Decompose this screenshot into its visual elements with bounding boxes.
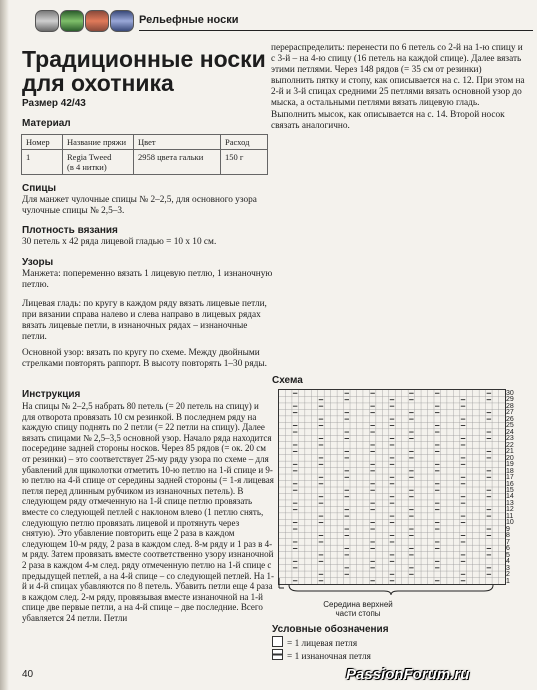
- pattern-stockinette: Лицевая гладь: по кругу в каждом ряду вязать лицевые петли, при вязании справа налево и слева направо в лицевых рядах вязать лицевые петли, в изнаночных рядах – изнаночные петли.: [22, 299, 267, 343]
- column-header: Цвет: [134, 135, 221, 150]
- yarn-swatch: [85, 10, 109, 32]
- yarn-swatch: [60, 10, 84, 32]
- row-number: 11: [506, 512, 514, 520]
- table-cell: [63, 150, 134, 175]
- schema-heading: Схема: [272, 375, 303, 386]
- material-table: [21, 134, 268, 175]
- yarn-name: Regia Tweed: [67, 152, 112, 162]
- section-header: Рельефные носки: [139, 14, 239, 26]
- row-number: 4: [506, 558, 510, 566]
- size-label: Размер 42/43: [22, 98, 86, 109]
- knitting-chart: [278, 389, 506, 585]
- center-bracket: [288, 585, 494, 595]
- instructions-heading: Инструкция: [22, 389, 81, 400]
- row-number: 13: [506, 499, 514, 507]
- density-text: 30 петель x 42 ряда лицевой гладью = 10 x 10 см.: [22, 237, 217, 247]
- density-heading: Плотность вязания: [22, 225, 118, 236]
- needles-text: Для манжет чулочные спицы № 2–2,5, для основного узора чулочные спицы № 2,5–3.: [22, 195, 257, 217]
- table-cell: 1: [22, 150, 63, 175]
- legend-purl: [272, 649, 371, 662]
- legend-heading: Условные обозначения: [272, 624, 389, 635]
- row-number: 8: [506, 532, 510, 540]
- row-number: 15: [506, 487, 514, 494]
- needles-heading: Спицы: [22, 183, 57, 194]
- row-number: 3: [506, 564, 510, 572]
- row-number: 19: [506, 461, 514, 469]
- legend-knit: [272, 636, 357, 649]
- row-number: 14: [506, 493, 514, 501]
- row-number: 23: [506, 435, 514, 443]
- watermark: PassionForum.ru: [346, 666, 470, 683]
- row-number: 10: [506, 519, 514, 527]
- column-header: Расход: [221, 135, 268, 150]
- page-edge: [0, 0, 9, 690]
- column-header: Номер: [22, 135, 63, 150]
- legend-knit-label: = 1 лицевая петля: [287, 639, 358, 649]
- row-number: 28: [506, 402, 514, 410]
- row-number: 12: [506, 506, 514, 514]
- yarn-swatch: [110, 10, 134, 32]
- instructions-continuation: перераспределить: перенести по 6 петель со 2-й на 1-ю спицу и с 3-й – на 4-ю спицу (16 петель на каждой спице). Далее вязать этими петлями. Через 148 рядов (= 35 см от резинки) выполнить пятку и стопу, как описывается на с. 12. При этом на 2-й и 3-й спицах средними 25 петлями вязать основной узор до мыска, а остальными петлями вязать лицевую гладь. Выполнить мысок, как описывается на с. 14. Второй носок связать аналогично.: [271, 43, 525, 131]
- pattern-cuff: Манжета: попеременно вязать 1 лицевую петлю, 1 изнаночную петлю.: [22, 269, 273, 291]
- row-number: 29: [506, 396, 514, 404]
- row-number: 25: [506, 422, 514, 430]
- table-cell: 150 г: [221, 150, 268, 175]
- row-number: 2: [506, 571, 510, 579]
- repeat-arrow-icon: [278, 578, 285, 590]
- row-number: 17: [506, 474, 514, 482]
- row-number: 18: [506, 467, 514, 475]
- row-number: 21: [506, 448, 514, 456]
- row-number: 27: [506, 409, 514, 417]
- row-number: 30: [506, 390, 514, 397]
- material-heading: Материал: [22, 118, 71, 129]
- pattern-main: Основной узор: вязать по кругу по схеме. Между двойными стрелками повторять раппорт. В высоту повторять 1–30 ряды.: [22, 348, 267, 370]
- row-number: 22: [506, 441, 514, 449]
- column-header: Название пряжи: [63, 135, 134, 150]
- row-number: 7: [506, 538, 510, 546]
- yarn-swatch: [35, 10, 59, 32]
- legend-purl-label: = 1 изнаночная петля: [287, 652, 371, 662]
- chart-center-label: Середина верхней части стопы: [323, 600, 393, 618]
- purl-symbol-icon: [272, 649, 283, 660]
- page-number: 40: [22, 669, 34, 680]
- row-number: 16: [506, 480, 514, 488]
- row-number: 20: [506, 454, 514, 462]
- table-cell: 2958 цвета гальки: [134, 150, 221, 175]
- row-number: 9: [506, 525, 510, 533]
- table-row: [22, 150, 268, 175]
- yarn-note: (в 4 нитки): [67, 162, 107, 172]
- row-number: 5: [506, 551, 510, 559]
- page-title: Традиционные носки для охотника: [22, 46, 266, 96]
- knit-symbol-icon: [272, 636, 283, 647]
- instructions-text: На спицы № 2–2,5 набрать 80 петель (= 20 петель на спицу) и для отворота провязать 10 см резинкой. В последнем ряду на каждую спицу поднять по 2 петли (= 22 петли на спицу). Далее вязать спицами № 2,5–3,5 основной узор. Начало ряда находится посередине задней стороны носков. Через 85 рядов (= ок. 20 см от резинки) – это соответствует 25-му ряду узора по схеме – для убавлений для щиколотки отметить 10-ю петлю на 1-й спице и 9-ю петлю на 4-й спице от середины задней стороны (= 1-я лицевая петля перед длинным рубчиком из изнаночных петель). В следующем ряду отмеченную на 1-й спице петлю провязать вместе со следующей петлей с наклоном влево (1 петлю снять, следующую петлю провязать лицевой и протянуть через снятую). Это убавление повторить еще 2 раза в каждом следующем 10-м ряду, 2 раза в каждом след. 8-м ряду и 1 раз в 4-м ряду. Затем провязать вместе соответственно узору изнаночной 2 раза в каждом 4-м след. ряду отмеченную петлю на 1-й спице с предыдущей петлей, а на 4-й спице – со следующей петлей. На 1-й и 4-й спицах убавляются по 8 петель. Убавить петли еще 4 раза в каждом след. 2-м ряду, провязывая вместе изнаночной на 1-й спице две первые петли, а на 4-й спице – две последние. Всего убавляется 24 петли. Петли: [22, 401, 274, 623]
- row-number: 6: [506, 545, 510, 553]
- row-number: 24: [506, 428, 514, 436]
- table-header-row: [22, 135, 268, 150]
- row-number: 26: [506, 415, 514, 423]
- header-rule: [139, 30, 533, 31]
- patterns-heading: Узоры: [22, 257, 54, 268]
- row-number: 1: [506, 577, 510, 585]
